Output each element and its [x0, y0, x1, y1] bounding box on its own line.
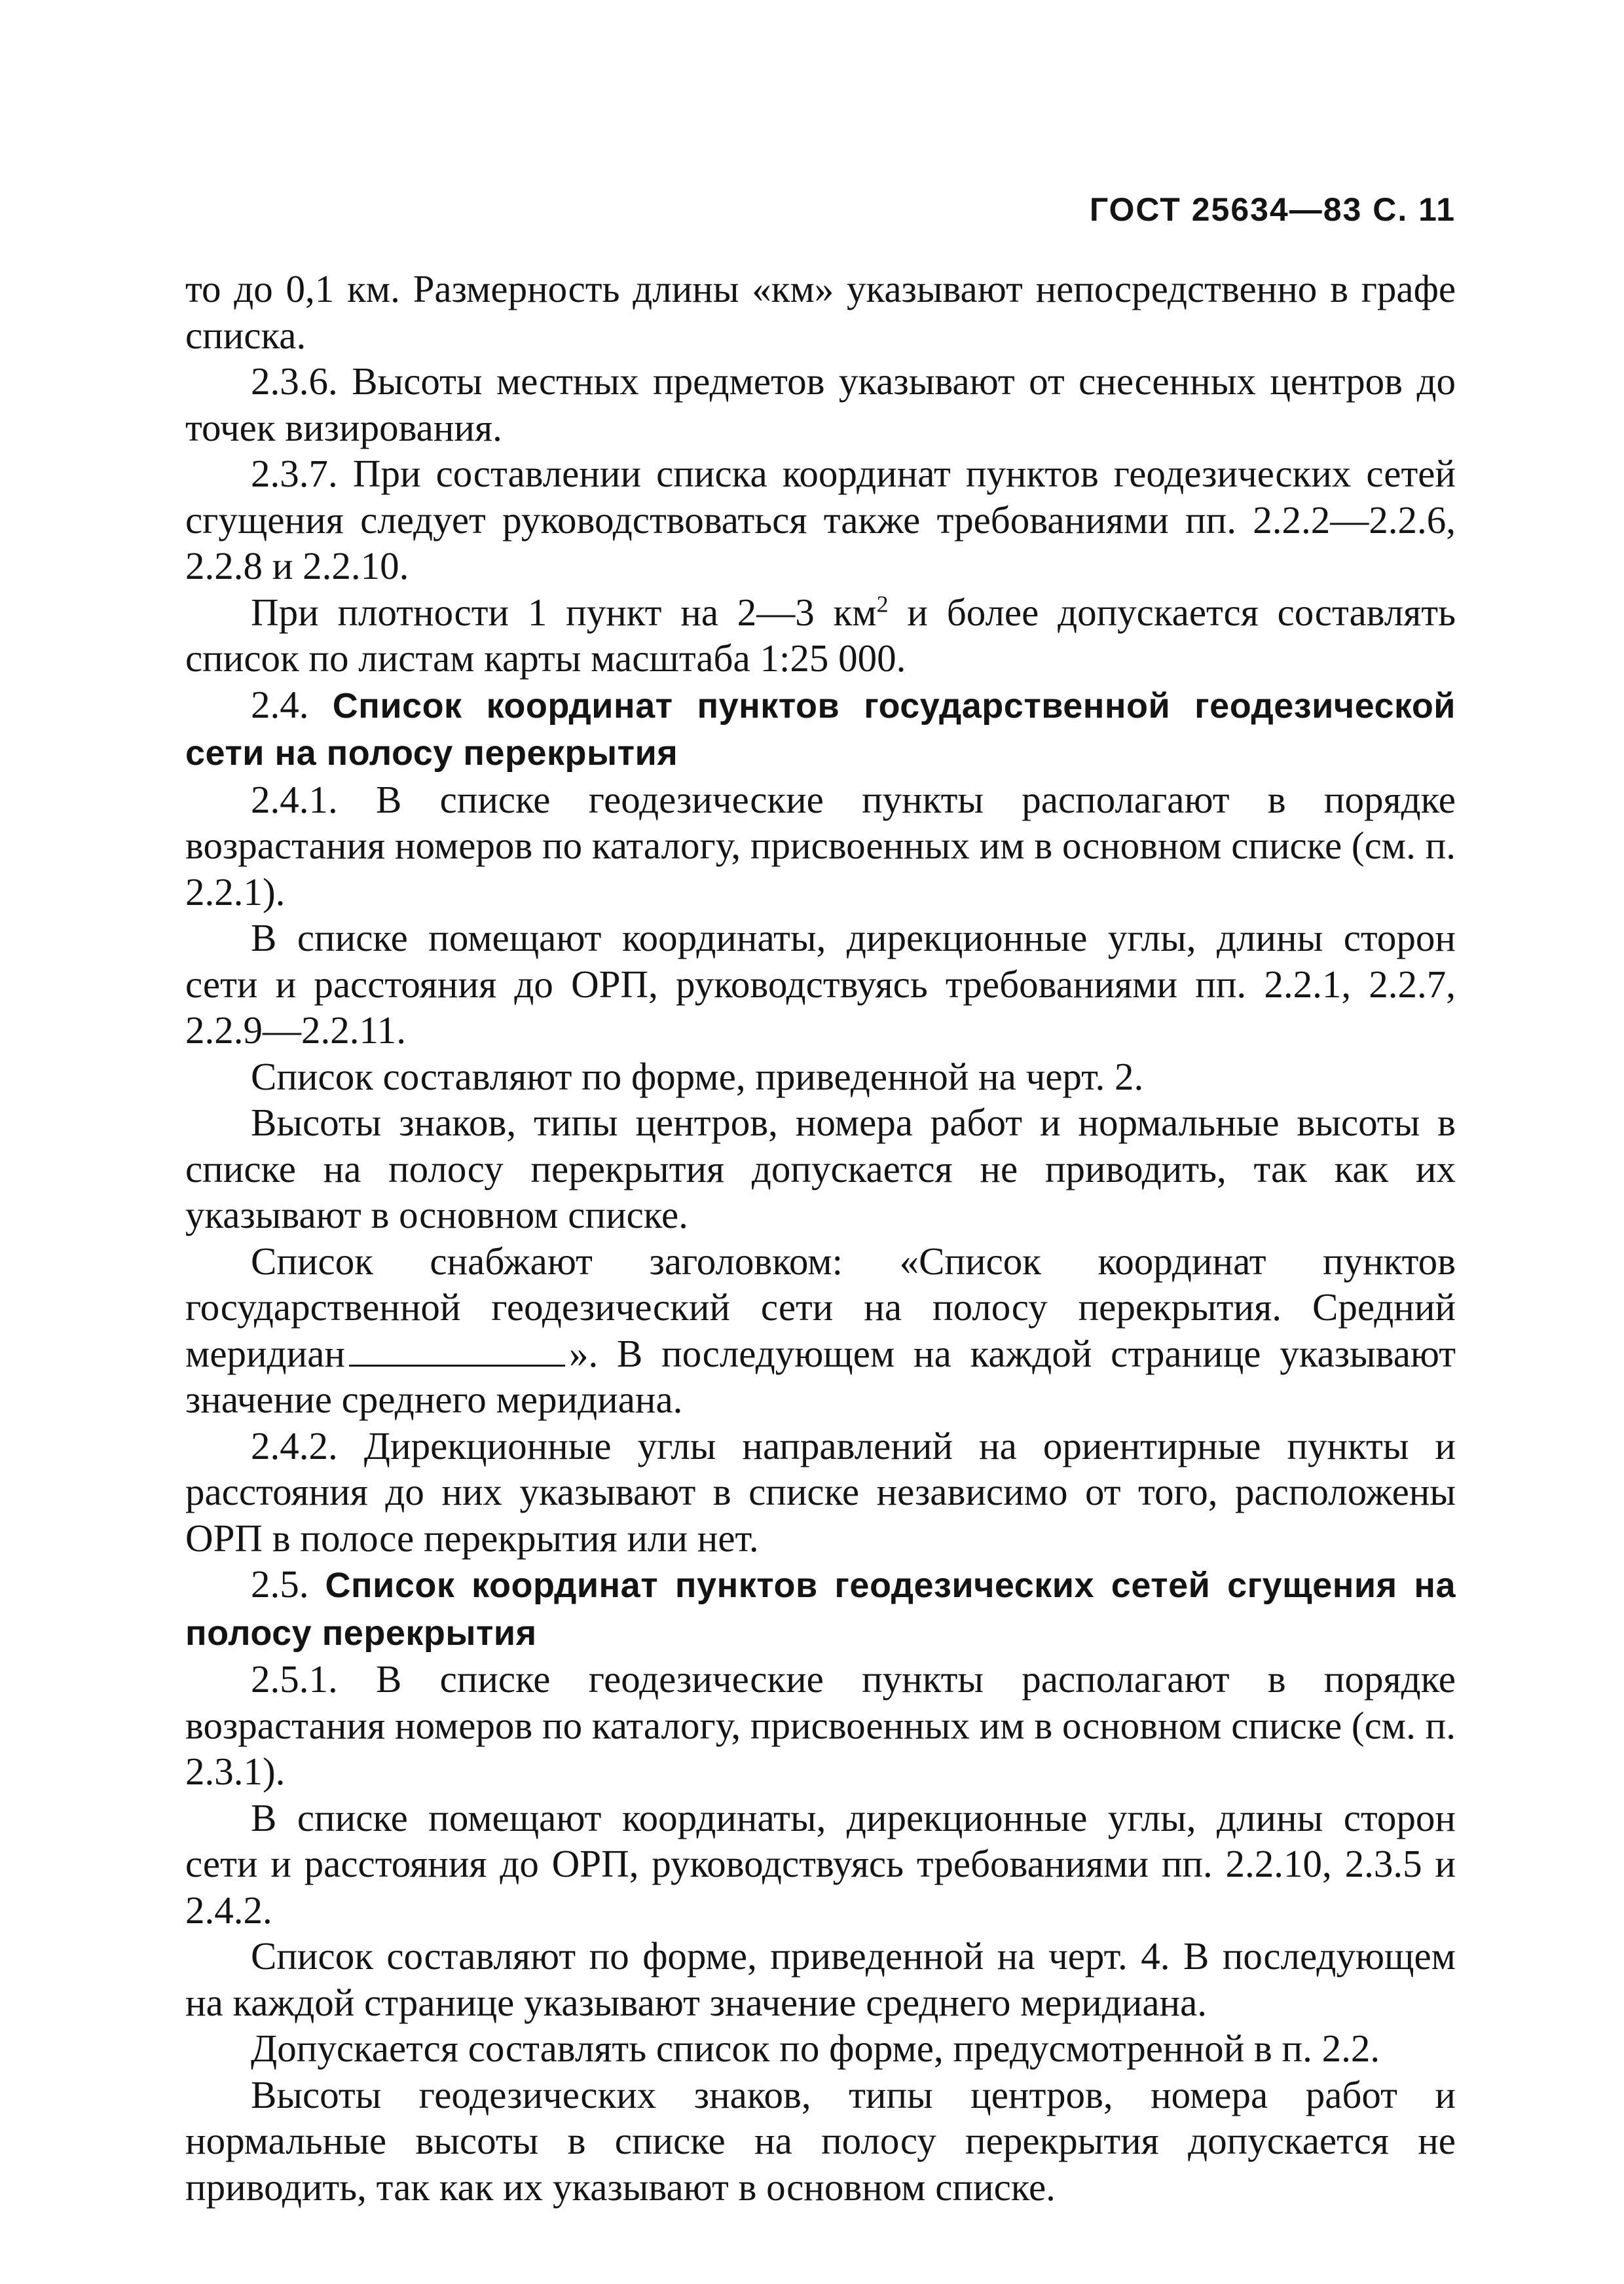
running-head: ГОСТ 25634—83 С. 11: [1089, 191, 1456, 228]
paragraph-alt-form: Допускается составлять список по форме, предусмотренной в п. 2.2.: [251, 2027, 1380, 2070]
paragraph-2-5-1: 2.5.1. В списке геодезические пункты располагают в порядке возрастания номеров по каталогу, присвоенных им в основном списке (см. п. 2.3.1).: [185, 1657, 1456, 1793]
paragraph-density: [185, 589, 1456, 682]
paragraph-coordinates-2-4: В списке помещают координаты, дирекционные углы, длины сторон сети и расстояния до ОРП, руководствуясь требованиями пп. 2.2.1, 2.2.7, 2.2.9—2.2.11.: [185, 916, 1456, 1052]
paragraph-title-format: [185, 1238, 1456, 1423]
density-text-end: и более допускается составлять список по листам карты масштаба 1:25 000.: [185, 590, 1456, 680]
paragraph-2-4-2: 2.4.2. Дирекционные углы направлений на ориентирные пункты и расстояния до них указывают в списке независимо от того, расположены ОРП в полосе перекрытия или нет.: [185, 1424, 1456, 1560]
heading-2-5-title: Список координат пунктов геодезических сетей сгущения на полосу перекрытия: [185, 1566, 1456, 1653]
title-format-end: ». В последующем на каждой странице указывают значение среднего меридиана.: [185, 1331, 1456, 1421]
heading-2-5-number: 2.5.: [251, 1562, 309, 1606]
heading-2-5: [185, 1561, 1456, 1656]
body-text: [185, 266, 1456, 2210]
paragraph-2-3-7: 2.3.7. При составлении списка координат пунктов геодезических сетей сгущения следует руководствоваться также требованиями пп. 2.2.2—2.2.6, 2.2.8 и 2.2.10.: [185, 452, 1456, 587]
paragraph-heights-2-5: Высоты геодезических знаков, типы центров, номера работ и нормальные высоты в списке на полосу перекрытия допускается не приводить, так как их указывают в основном списке.: [185, 2072, 1456, 2209]
page-content: [185, 190, 1456, 2210]
heading-2-4-title: Список координат пунктов государственной геодезической сети на полосу перекрытия: [185, 686, 1456, 773]
heading-2-4-number: 2.4.: [251, 682, 309, 726]
heading-2-4: [185, 682, 1456, 777]
superscript-2: 2: [876, 590, 889, 617]
paragraph-form-4: Список составляют по форме, приведенной на черт. 4. В последующем на каждой странице указывают значение среднего меридиана.: [185, 1934, 1456, 2024]
paragraph-2-3-6: 2.3.6. Высоты местных предметов указывают от снесенных центров до точек визирования.: [185, 359, 1456, 449]
paragraph-coordinates-2-5: В списке помещают координаты, дирекционные углы, длины сторон сети и расстояния до ОРП, руководствуясь требованиями пп. 2.2.10, 2.3.5 и 2.4.2.: [185, 1796, 1456, 1932]
density-text-start: При плотности 1 пункт на 2—3 км: [251, 590, 877, 634]
paragraph-heights-2-4: Высоты знаков, типы центров, номера работ и нормальные высоты в списке на полосу перекрытия допускается не приводить, так как их указывают в основном списке.: [185, 1101, 1456, 1236]
title-format-start: Список снабжают заголовком: «Список координат пунктов государственной геодезический сети на полосу перекрытия. Средний меридиан: [185, 1239, 1456, 1375]
blank-line: [349, 1336, 565, 1367]
paragraph-2-4-1: 2.4.1. В списке геодезические пункты располагают в порядке возрастания номеров по каталогу, присвоенных им в основном списке (см. п. 2.2.1).: [185, 777, 1456, 913]
paragraph-continuation: то до 0,1 км. Размерность длины «км» указывают непосредственно в графе списка.: [185, 267, 1456, 357]
paragraph-form-2: Список составляют по форме, приведенной на черт. 2.: [251, 1054, 1144, 1098]
